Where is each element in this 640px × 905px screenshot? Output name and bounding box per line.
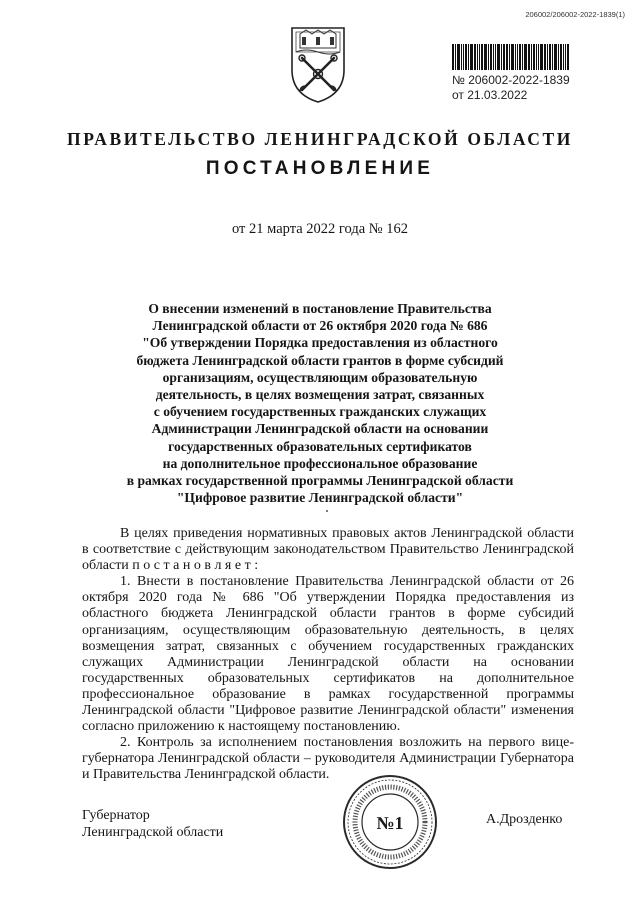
title-line: государственных образовательных сертификатов — [168, 438, 472, 454]
issuing-authority: ПРАВИТЕЛЬСТВО ЛЕНИНГРАДСКОЙ ОБЛАСТИ — [66, 129, 574, 149]
scan-speck — [326, 510, 328, 512]
signatory-position — [82, 808, 223, 841]
document-date-number: от 21 марта 2022 года № 162 — [232, 221, 408, 237]
official-seal-stamp — [340, 772, 440, 872]
document-title — [105, 300, 535, 506]
document-type: ПОСТАНОВЛЕНИЕ — [205, 158, 435, 179]
document-body — [82, 526, 574, 784]
registration-date: от 21.03.2022 — [452, 88, 528, 102]
title-line: на дополнительное профессиональное образование — [162, 455, 478, 471]
registration-number: № 206002-2022-1839 — [452, 73, 570, 87]
position-line: Ленинградской области — [82, 824, 224, 840]
title-line: деятельность, в целях возмещения затрат, связанных — [155, 387, 485, 403]
coat-of-arms-emblem — [286, 24, 350, 104]
title-line: в рамках государственной программы Ленинградской области — [126, 473, 514, 489]
preamble-paragraph: В целях приведения нормативных правовых актов Ленинградской области в соответствие с действующим законодательством Правительство Ленинградской области п о с т а н о в л я е т : — [82, 526, 574, 574]
title-line: "Об утверждении Порядка предоставления из областного — [142, 335, 498, 351]
title-line: с обучением государственных гражданских служащих — [153, 404, 487, 420]
item-1-paragraph: 1. Внести в постановление Правительства Ленинградской области от 26 октября 2020 года № 686 "Об утверждении Порядка предоставления из областного бюджета Ленинградской области грантов в форме субсидий организациям, осуществляющим образовательную деятельность, в целях возмещения затрат, связанных с обучением государственных гражданских служащих Администрации Ленинградской области на основании государственных образовательных сертификатов на дополнительное профессиональное образование в рамках государственной программы Ленинградской области "Цифровое развитие Ленинградской области" изменения согласно приложению к настоящему постановлению. — [82, 574, 574, 735]
title-line: организациям, осуществляющим образовательную — [162, 369, 478, 385]
title-line: бюджета Ленинградской области грантов в форме субсидий — [136, 352, 504, 368]
registration-info — [452, 73, 570, 103]
title-line: "Цифровое развитие Ленинградской области" — [176, 490, 464, 506]
barcode — [452, 44, 582, 70]
title-line: Ленинградской области от 26 октября 2020 года № 686 — [152, 318, 488, 334]
signatory-name: А.Дрозденко — [486, 812, 563, 827]
item-2-paragraph: 2. Контроль за исполнением постановления возложить на первого вице-губернатора Ленинградской области – руководителя Администрации Губернатора и Правительства Ленинградской области. — [82, 735, 574, 783]
title-line: О внесении изменений в постановление Правительства — [148, 301, 492, 316]
position-line: Губернатор — [82, 808, 150, 823]
title-line: Администрации Ленинградской области на основании — [151, 421, 489, 437]
seal-number: №1 — [376, 813, 404, 833]
document-code: 206002/206002-2022-1839(1) — [525, 10, 625, 19]
